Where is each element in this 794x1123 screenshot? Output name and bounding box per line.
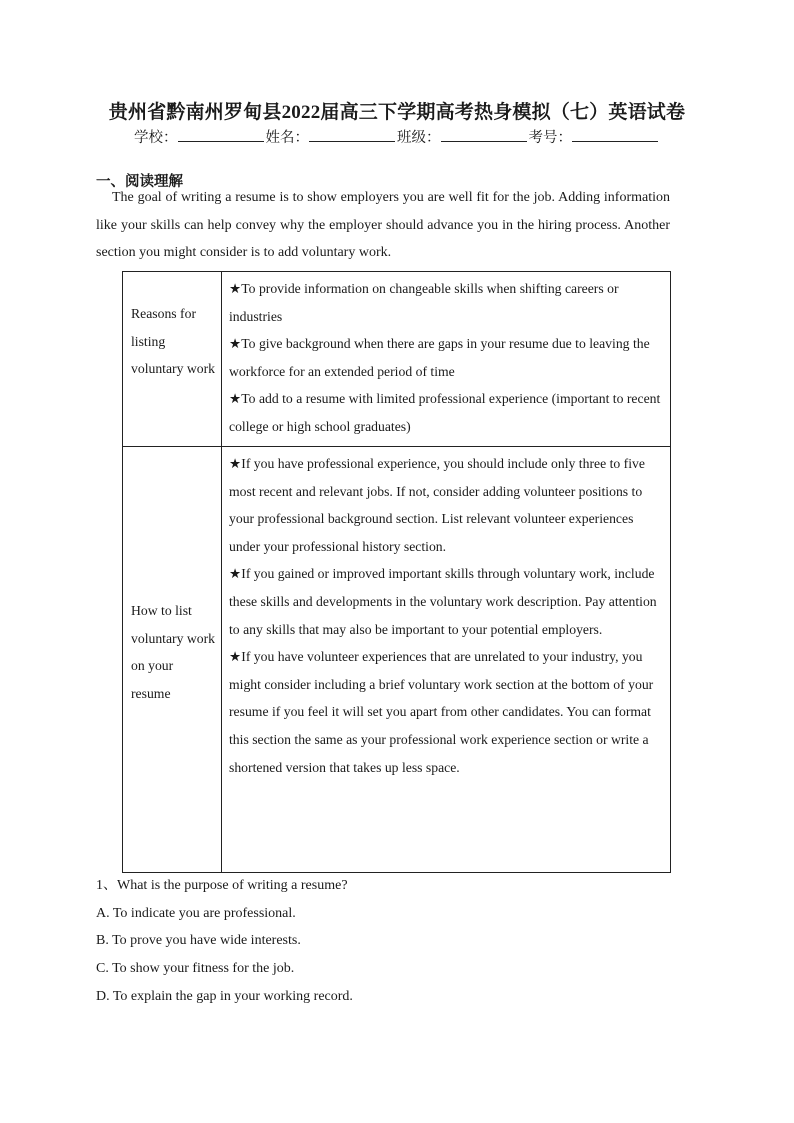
- voluntary-work-table: [122, 271, 671, 873]
- exam-number-field: [529, 126, 661, 147]
- bullet-item: ★To give background when there are gaps in your resume due to leaving the workforce for an extended period of time: [229, 336, 650, 379]
- bullet-item: ★To add to a resume with limited professional experience (important to recent college or high school graduates): [229, 391, 661, 434]
- exam-number-blank: [572, 127, 658, 142]
- table-row: [123, 447, 671, 873]
- table-row: [123, 272, 671, 447]
- row-label: Reasons for listing voluntary work: [131, 306, 216, 377]
- answer-option-c: C. To show your fitness for the job.: [96, 961, 295, 977]
- school-blank: [178, 127, 264, 142]
- row-content-cell: [222, 447, 671, 873]
- question-block: [96, 872, 353, 1011]
- school-label: 学校：: [134, 130, 178, 146]
- student-info-row: [0, 126, 794, 147]
- row-content-cell: [222, 272, 671, 447]
- intro-text: The goal of writing a resume is to show employers you are well fit for the job. Adding information like your skills can help convey why the employer should advance you in the hiring process. Another section you might consider is to add voluntary work.: [96, 190, 670, 261]
- name-label: 姓名：: [265, 130, 309, 146]
- school-field: [134, 126, 266, 147]
- class-label: 班级：: [397, 130, 441, 146]
- bullet-item: ★If you have volunteer experiences that are unrelated to your industry, you might consider including a brief voluntary work section at the bottom of your resume if you feel it will set you apart from other candidates. You can format this section the same as your professional work experience section or write a shortened version that takes up less space.: [229, 649, 654, 775]
- bullet-item: ★To provide information on changeable skills when shifting careers or industries: [229, 281, 619, 324]
- answer-option-a: A. To indicate you are professional.: [96, 905, 296, 921]
- row-label-cell: [123, 272, 222, 447]
- name-blank: [309, 127, 395, 142]
- name-field: [266, 126, 398, 147]
- exam-title: 贵州省黔南州罗甸县2022届高三下学期高考热身模拟（七）英语试卷: [108, 102, 686, 123]
- row-label-cell: [123, 447, 222, 873]
- row-label: How to list voluntary work on your resume: [131, 603, 216, 701]
- answer-option-d: D. To explain the gap in your working record.: [96, 988, 353, 1004]
- question-stem: 1、What is the purpose of writing a resume?: [96, 878, 348, 893]
- class-field: [397, 126, 529, 147]
- bullet-item: ★If you have professional experience, you should include only three to five most recent and relevant jobs. If not, consider adding volunteer positions to your professional background section. List relevant volunteer experiences under your professional history section.: [229, 456, 645, 554]
- exam-number-label: 考号：: [528, 130, 572, 146]
- answer-option-b: B. To prove you have wide interests.: [96, 933, 301, 949]
- class-blank: [441, 127, 527, 142]
- intro-paragraph: [96, 184, 670, 267]
- bullet-item: ★If you gained or improved important skills through voluntary work, include these skills and developments in the voluntary work description. Pay attention to any skills that may also be important to your potential employers.: [229, 566, 657, 637]
- section-heading: 一、阅读理解: [96, 174, 183, 190]
